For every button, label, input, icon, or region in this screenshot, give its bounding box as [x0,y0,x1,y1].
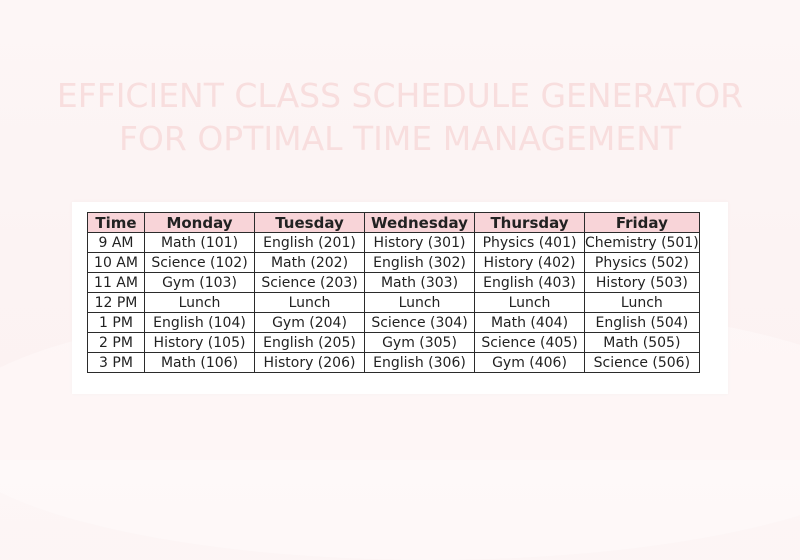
class-cell: English (302) [365,253,475,273]
class-cell: Gym (103) [145,273,255,293]
schedule-table [87,212,700,373]
class-cell: Lunch [365,293,475,313]
class-cell: Gym (305) [365,333,475,353]
class-cell: Physics (502) [585,253,700,273]
table-row [88,293,700,313]
class-cell: English (201) [255,233,365,253]
class-cell: Math (404) [475,313,585,333]
class-cell: English (306) [365,353,475,373]
class-cell: Gym (406) [475,353,585,373]
table-row [88,313,700,333]
class-cell: Gym (204) [255,313,365,333]
header-time: Time [88,213,145,233]
time-cell: 1 PM [88,313,145,333]
table-row [88,333,700,353]
class-cell: Science (203) [255,273,365,293]
time-cell: 10 AM [88,253,145,273]
page-title [0,74,800,160]
class-cell: English (104) [145,313,255,333]
table-row [88,273,700,293]
class-cell: History (206) [255,353,365,373]
class-cell: Science (102) [145,253,255,273]
class-cell: History (105) [145,333,255,353]
title-line-2: FOR OPTIMAL TIME MANAGEMENT [118,119,682,158]
class-cell: History (503) [585,273,700,293]
header-friday: Friday [585,213,700,233]
class-cell: Science (506) [585,353,700,373]
header-row [88,213,700,233]
class-cell: Science (405) [475,333,585,353]
time-cell: 12 PM [88,293,145,313]
class-cell: Lunch [585,293,700,313]
class-cell: History (301) [365,233,475,253]
header-tuesday: Tuesday [255,213,365,233]
time-cell: 9 AM [88,233,145,253]
time-cell: 11 AM [88,273,145,293]
title-line-1: EFFICIENT CLASS SCHEDULE GENERATOR [56,76,744,115]
class-cell: Math (101) [145,233,255,253]
class-cell: Lunch [255,293,365,313]
class-cell: Science (304) [365,313,475,333]
header-thursday: Thursday [475,213,585,233]
class-cell: Math (505) [585,333,700,353]
class-cell: Math (202) [255,253,365,273]
class-cell: English (504) [585,313,700,333]
class-cell: Lunch [475,293,585,313]
class-cell: Math (106) [145,353,255,373]
class-cell: Math (303) [365,273,475,293]
time-cell: 2 PM [88,333,145,353]
table-row [88,233,700,253]
time-cell: 3 PM [88,353,145,373]
class-cell: Physics (401) [475,233,585,253]
class-cell: English (403) [475,273,585,293]
class-cell: Chemistry (501) [585,234,699,251]
class-cell: History (402) [475,253,585,273]
header-monday: Monday [145,213,255,233]
table-row [88,253,700,273]
table-row [88,353,700,373]
class-cell: Lunch [145,293,255,313]
header-wednesday: Wednesday [365,213,475,233]
class-cell: English (205) [255,333,365,353]
